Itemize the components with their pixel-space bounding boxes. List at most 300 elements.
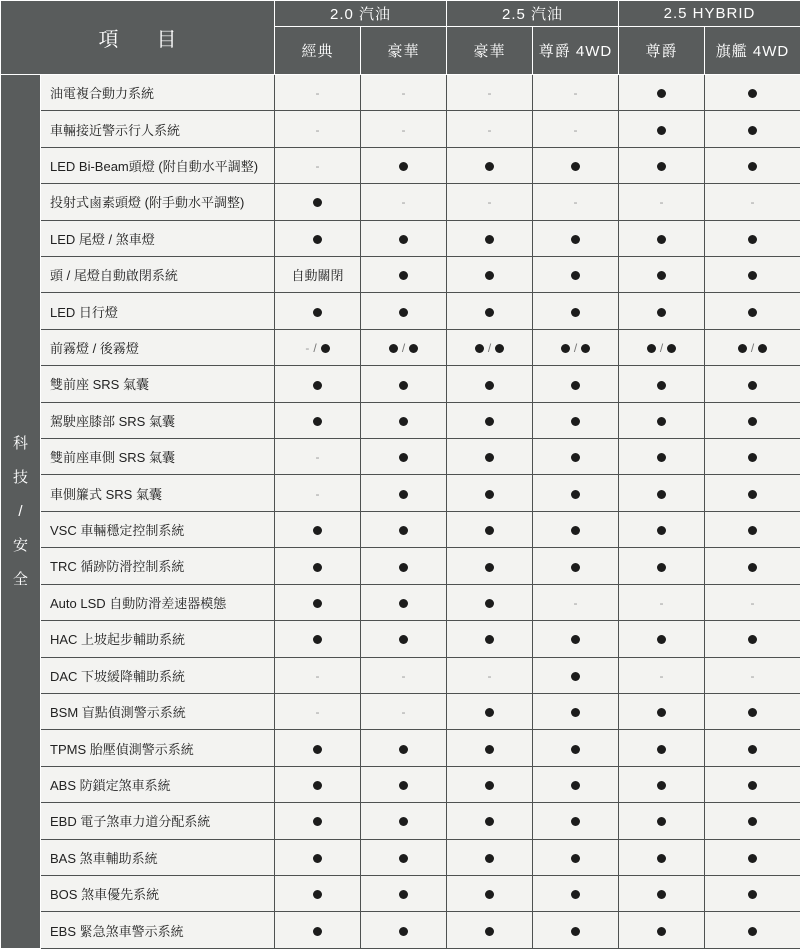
separator: / xyxy=(750,341,755,356)
standard-dot-icon xyxy=(313,817,322,826)
not-available-dash: - xyxy=(573,195,578,210)
value-cell-luxury-2.5 xyxy=(447,329,533,365)
value-cell-flagship-4wd xyxy=(705,147,800,183)
value-cell-luxury-2.5 xyxy=(447,111,533,147)
value-cell-premium-4wd xyxy=(533,329,619,365)
standard-dot-icon xyxy=(657,817,666,826)
standard-dot-icon xyxy=(748,453,757,462)
table-row xyxy=(1,766,800,802)
standard-dot-icon xyxy=(313,198,322,207)
value-cell-luxury-2.5 xyxy=(447,657,533,693)
value-cell-classic xyxy=(275,730,361,766)
value-cell-luxury-2.0 xyxy=(361,912,447,949)
standard-dot-icon xyxy=(389,344,398,353)
standard-dot-icon xyxy=(485,927,494,936)
value-cell-flagship-4wd xyxy=(705,75,800,111)
standard-dot-icon xyxy=(748,526,757,535)
value-cell-flagship-4wd xyxy=(705,111,800,147)
standard-dot-icon xyxy=(321,344,330,353)
standard-dot-icon xyxy=(748,381,757,390)
standard-dot-icon xyxy=(657,708,666,717)
separator: / xyxy=(487,341,492,356)
not-available-dash: - xyxy=(750,195,755,210)
standard-dot-icon xyxy=(409,344,418,353)
value-cell-premium-4wd xyxy=(533,366,619,402)
standard-dot-icon xyxy=(313,563,322,572)
feature-label: BSM 盲點偵測警示系統 xyxy=(41,693,275,729)
standard-dot-icon xyxy=(657,126,666,135)
not-available-dash: - xyxy=(573,595,578,610)
not-available-dash: - xyxy=(305,340,310,355)
value-cell-flagship-4wd xyxy=(705,839,800,875)
standard-dot-icon xyxy=(748,745,757,754)
separator: / xyxy=(401,341,406,356)
value-cell-luxury-2.0 xyxy=(361,657,447,693)
standard-dot-icon xyxy=(657,308,666,317)
value-cell-classic xyxy=(275,803,361,839)
feature-label: DAC 下坡緩降輔助系統 xyxy=(41,657,275,693)
feature-label: 車輛接近警示行人系統 xyxy=(41,111,275,147)
standard-dot-icon xyxy=(657,854,666,863)
table-row xyxy=(1,621,800,657)
standard-dot-icon xyxy=(748,781,757,790)
standard-dot-icon xyxy=(485,526,494,535)
value-cell-classic xyxy=(275,912,361,949)
value-cell-flagship-4wd xyxy=(705,475,800,511)
not-available-dash: - xyxy=(401,705,406,720)
feature-label: 雙前座 SRS 氣囊 xyxy=(41,366,275,402)
standard-dot-icon xyxy=(571,490,580,499)
table-row xyxy=(1,657,800,693)
standard-dot-icon xyxy=(748,927,757,936)
value-cell-classic xyxy=(275,875,361,911)
value-cell-flagship-4wd xyxy=(705,621,800,657)
standard-dot-icon xyxy=(313,927,322,936)
standard-dot-icon xyxy=(313,781,322,790)
value-cell-classic xyxy=(275,111,361,147)
standard-dot-icon xyxy=(571,235,580,244)
standard-dot-icon xyxy=(399,490,408,499)
value-cell-premium-hybrid xyxy=(619,912,705,949)
value-cell-premium-hybrid xyxy=(619,875,705,911)
value-cell-luxury-2.0 xyxy=(361,147,447,183)
standard-dot-icon xyxy=(485,599,494,608)
not-available-dash: - xyxy=(315,450,320,465)
not-available-dash: - xyxy=(487,195,492,210)
feature-label: 頭 / 尾燈自動啟閉系統 xyxy=(41,257,275,293)
standard-dot-icon xyxy=(571,927,580,936)
value-cell-premium-hybrid xyxy=(619,730,705,766)
feature-label: BOS 煞車優先系統 xyxy=(41,875,275,911)
value-cell-luxury-2.0 xyxy=(361,475,447,511)
standard-dot-icon xyxy=(485,635,494,644)
not-available-dash: - xyxy=(659,595,664,610)
standard-dot-icon xyxy=(313,417,322,426)
value-cell-premium-4wd xyxy=(533,475,619,511)
not-available-dash: - xyxy=(487,122,492,137)
feature-label: 駕駛座膝部 SRS 氣囊 xyxy=(41,402,275,438)
feature-label: LED 尾燈 / 煞車燈 xyxy=(41,220,275,256)
value-cell-luxury-2.5 xyxy=(447,839,533,875)
standard-dot-icon xyxy=(485,453,494,462)
standard-dot-icon xyxy=(485,708,494,717)
value-cell-flagship-4wd xyxy=(705,584,800,620)
table-row xyxy=(1,875,800,911)
value-cell-classic xyxy=(275,693,361,729)
standard-dot-icon xyxy=(485,308,494,317)
standard-dot-icon xyxy=(485,854,494,863)
standard-dot-icon xyxy=(647,344,656,353)
group-header-2.5-gasoline: 2.5 汽油 xyxy=(447,1,619,27)
not-available-dash: - xyxy=(573,86,578,101)
standard-dot-icon xyxy=(657,235,666,244)
standard-dot-icon xyxy=(748,490,757,499)
standard-dot-icon xyxy=(571,781,580,790)
not-available-dash: - xyxy=(315,486,320,501)
standard-dot-icon xyxy=(748,162,757,171)
standard-dot-icon xyxy=(485,417,494,426)
standard-dot-icon xyxy=(571,854,580,863)
table-row xyxy=(1,366,800,402)
value-cell-flagship-4wd xyxy=(705,329,800,365)
standard-dot-icon xyxy=(758,344,767,353)
standard-dot-icon xyxy=(748,817,757,826)
table-row xyxy=(1,257,800,293)
table-row xyxy=(1,184,800,220)
standard-dot-icon xyxy=(571,635,580,644)
standard-dot-icon xyxy=(571,526,580,535)
standard-dot-icon xyxy=(313,745,322,754)
standard-dot-icon xyxy=(399,526,408,535)
value-cell-luxury-2.0 xyxy=(361,111,447,147)
trim-header-flagship-4wd: 旗艦 4WD xyxy=(705,27,800,75)
standard-dot-icon xyxy=(561,344,570,353)
table-row xyxy=(1,912,800,949)
feature-label: ABS 防鎖定煞車系統 xyxy=(41,766,275,802)
standard-dot-icon xyxy=(485,563,494,572)
feature-label: 雙前座車側 SRS 氣囊 xyxy=(41,439,275,475)
value-cell-luxury-2.0 xyxy=(361,329,447,365)
value-cell-premium-4wd xyxy=(533,839,619,875)
value-cell-luxury-2.0 xyxy=(361,548,447,584)
value-cell-luxury-2.5 xyxy=(447,693,533,729)
category-char: 科 xyxy=(12,434,28,452)
value-cell-premium-hybrid xyxy=(619,439,705,475)
table-row xyxy=(1,839,800,875)
standard-dot-icon xyxy=(485,271,494,280)
standard-dot-icon xyxy=(657,745,666,754)
value-cell-premium-4wd xyxy=(533,693,619,729)
value-cell-luxury-2.5 xyxy=(447,293,533,329)
standard-dot-icon xyxy=(748,126,757,135)
feature-label: TRC 循跡防滑控制系統 xyxy=(41,548,275,584)
standard-dot-icon xyxy=(571,817,580,826)
standard-dot-icon xyxy=(485,745,494,754)
value-cell-luxury-2.0 xyxy=(361,439,447,475)
value-cell-flagship-4wd xyxy=(705,439,800,475)
value-cell-classic xyxy=(275,220,361,256)
table-row xyxy=(1,75,800,111)
standard-dot-icon xyxy=(657,635,666,644)
table-row xyxy=(1,220,800,256)
standard-dot-icon xyxy=(657,927,666,936)
standard-dot-icon xyxy=(571,271,580,280)
standard-dot-icon xyxy=(748,708,757,717)
trim-header-luxury-2.5: 豪華 xyxy=(447,27,533,75)
value-cell-luxury-2.5 xyxy=(447,912,533,949)
standard-dot-icon xyxy=(571,672,580,681)
standard-dot-icon xyxy=(399,563,408,572)
standard-dot-icon xyxy=(399,381,408,390)
standard-dot-icon xyxy=(657,526,666,535)
separator: / xyxy=(313,341,317,356)
value-cell-premium-4wd xyxy=(533,621,619,657)
standard-dot-icon xyxy=(485,817,494,826)
not-available-dash: - xyxy=(401,195,406,210)
value-cell-flagship-4wd xyxy=(705,402,800,438)
value-cell-flagship-4wd xyxy=(705,257,800,293)
standard-dot-icon xyxy=(485,781,494,790)
standard-dot-icon xyxy=(313,635,322,644)
value-cell-flagship-4wd xyxy=(705,912,800,949)
value-cell-luxury-2.0 xyxy=(361,75,447,111)
standard-dot-icon xyxy=(399,453,408,462)
feature-label: LED Bi-Beam頭燈 (附自動水平調整) xyxy=(41,147,275,183)
value-cell-luxury-2.5 xyxy=(447,730,533,766)
standard-dot-icon xyxy=(313,308,322,317)
table-row xyxy=(1,111,800,147)
standard-dot-icon xyxy=(657,381,666,390)
value-cell-classic xyxy=(275,439,361,475)
value-cell-flagship-4wd xyxy=(705,657,800,693)
feature-label: 油電複合動力系統 xyxy=(41,75,275,111)
value-cell-premium-4wd xyxy=(533,548,619,584)
standard-dot-icon xyxy=(571,708,580,717)
standard-dot-icon xyxy=(399,890,408,899)
table-row xyxy=(1,293,800,329)
value-cell-premium-hybrid xyxy=(619,111,705,147)
value-cell-luxury-2.5 xyxy=(447,75,533,111)
not-available-dash: - xyxy=(401,122,406,137)
separator: / xyxy=(573,341,578,356)
value-cell-premium-hybrid xyxy=(619,220,705,256)
standard-dot-icon xyxy=(748,235,757,244)
value-cell-premium-4wd xyxy=(533,75,619,111)
value-cell-classic xyxy=(275,184,361,220)
value-cell-premium-hybrid xyxy=(619,693,705,729)
table-row xyxy=(1,329,800,365)
value-cell-classic xyxy=(275,329,361,365)
value-cell-premium-hybrid xyxy=(619,584,705,620)
value-cell-flagship-4wd xyxy=(705,184,800,220)
standard-dot-icon xyxy=(571,890,580,899)
value-cell-flagship-4wd xyxy=(705,366,800,402)
value-cell-premium-4wd xyxy=(533,803,619,839)
value-cell-luxury-2.0 xyxy=(361,839,447,875)
value-cell-luxury-2.0 xyxy=(361,584,447,620)
standard-dot-icon xyxy=(495,344,504,353)
item-header: 項目 xyxy=(1,1,275,75)
feature-label: HAC 上坡起步輔助系統 xyxy=(41,621,275,657)
value-cell-premium-hybrid xyxy=(619,147,705,183)
group-header-2.0-gasoline: 2.0 汽油 xyxy=(275,1,447,27)
not-available-dash: - xyxy=(315,705,320,720)
category-char: 全 xyxy=(12,570,28,588)
value-cell-premium-4wd xyxy=(533,147,619,183)
value-cell-flagship-4wd xyxy=(705,220,800,256)
standard-dot-icon xyxy=(748,890,757,899)
value-cell-luxury-2.5 xyxy=(447,220,533,256)
standard-dot-icon xyxy=(657,162,666,171)
value-cell-luxury-2.0 xyxy=(361,184,447,220)
value-cell-flagship-4wd xyxy=(705,511,800,547)
standard-dot-icon xyxy=(475,344,484,353)
standard-dot-icon xyxy=(485,890,494,899)
value-cell-classic xyxy=(275,366,361,402)
category-char: 技 xyxy=(12,468,28,486)
value-cell-flagship-4wd xyxy=(705,730,800,766)
value-cell-luxury-2.5 xyxy=(447,475,533,511)
feature-label: Auto LSD 自動防滑差速器模態 xyxy=(41,584,275,620)
not-available-dash: - xyxy=(315,122,320,137)
value-cell-luxury-2.5 xyxy=(447,584,533,620)
value-cell-luxury-2.5 xyxy=(447,875,533,911)
value-cell-flagship-4wd xyxy=(705,803,800,839)
feature-label: BAS 煞車輔助系統 xyxy=(41,839,275,875)
value-cell-premium-hybrid xyxy=(619,511,705,547)
value-cell-premium-4wd xyxy=(533,912,619,949)
value-cell-premium-hybrid xyxy=(619,329,705,365)
value-cell-premium-hybrid xyxy=(619,621,705,657)
feature-label: EBS 緊急煞車警示系統 xyxy=(41,912,275,949)
value-cell-premium-hybrid xyxy=(619,803,705,839)
value-cell-premium-hybrid xyxy=(619,257,705,293)
value-cell-classic xyxy=(275,475,361,511)
value-cell-premium-hybrid xyxy=(619,366,705,402)
value-cell-classic xyxy=(275,75,361,111)
standard-dot-icon xyxy=(571,453,580,462)
feature-label: LED 日行燈 xyxy=(41,293,275,329)
value-cell-classic xyxy=(275,257,361,293)
feature-label: EBD 電子煞車力道分配系統 xyxy=(41,803,275,839)
standard-dot-icon xyxy=(313,599,322,608)
standard-dot-icon xyxy=(748,854,757,863)
standard-dot-icon xyxy=(313,854,322,863)
not-available-dash: - xyxy=(750,595,755,610)
standard-dot-icon xyxy=(485,381,494,390)
table-row xyxy=(1,402,800,438)
value-cell-premium-hybrid xyxy=(619,839,705,875)
feature-label: VSC 車輛穩定控制系統 xyxy=(41,511,275,547)
standard-dot-icon xyxy=(399,635,408,644)
not-available-dash: - xyxy=(401,86,406,101)
group-header-2.5-hybrid: 2.5 HYBRID xyxy=(619,1,800,27)
standard-dot-icon xyxy=(399,781,408,790)
table-row xyxy=(1,730,800,766)
trim-header-premium-hybrid: 尊爵 xyxy=(619,27,705,75)
value-cell-luxury-2.0 xyxy=(361,366,447,402)
category-label-tech-safety xyxy=(1,75,41,949)
category-char: 安 xyxy=(12,536,28,554)
value-cell-classic xyxy=(275,584,361,620)
value-cell-premium-4wd xyxy=(533,730,619,766)
value-cell-luxury-2.5 xyxy=(447,439,533,475)
value-cell-flagship-4wd xyxy=(705,875,800,911)
value-cell-premium-hybrid xyxy=(619,766,705,802)
standard-dot-icon xyxy=(313,235,322,244)
value-cell-luxury-2.5 xyxy=(447,511,533,547)
not-available-dash: - xyxy=(487,86,492,101)
value-cell-luxury-2.5 xyxy=(447,803,533,839)
value-cell-classic xyxy=(275,402,361,438)
not-available-dash: - xyxy=(487,668,492,683)
standard-dot-icon xyxy=(657,417,666,426)
standard-dot-icon xyxy=(399,599,408,608)
value-cell-premium-4wd xyxy=(533,584,619,620)
table-row xyxy=(1,511,800,547)
standard-dot-icon xyxy=(571,381,580,390)
standard-dot-icon xyxy=(657,490,666,499)
value-cell-luxury-2.0 xyxy=(361,257,447,293)
standard-dot-icon xyxy=(571,417,580,426)
standard-dot-icon xyxy=(485,235,494,244)
value-cell-premium-4wd xyxy=(533,257,619,293)
standard-dot-icon xyxy=(399,235,408,244)
trim-header-classic: 經典 xyxy=(275,27,361,75)
standard-dot-icon xyxy=(399,162,408,171)
spec-body xyxy=(1,75,800,949)
standard-dot-icon xyxy=(657,89,666,98)
standard-dot-icon xyxy=(748,563,757,572)
value-cell-luxury-2.5 xyxy=(447,366,533,402)
value-cell-classic xyxy=(275,293,361,329)
value-cell-classic xyxy=(275,548,361,584)
value-cell-premium-4wd xyxy=(533,220,619,256)
value-cell-luxury-2.0 xyxy=(361,293,447,329)
feature-label: TPMS 胎壓偵測警示系統 xyxy=(41,730,275,766)
standard-dot-icon xyxy=(485,162,494,171)
category-char: / xyxy=(18,502,23,520)
value-cell-luxury-2.5 xyxy=(447,257,533,293)
standard-dot-icon xyxy=(657,563,666,572)
standard-dot-icon xyxy=(748,308,757,317)
standard-dot-icon xyxy=(657,890,666,899)
standard-dot-icon xyxy=(748,271,757,280)
value-cell-premium-hybrid xyxy=(619,75,705,111)
standard-dot-icon xyxy=(399,308,408,317)
table-row xyxy=(1,548,800,584)
standard-dot-icon xyxy=(399,745,408,754)
standard-dot-icon xyxy=(748,89,757,98)
value-cell-luxury-2.0 xyxy=(361,693,447,729)
not-available-dash: - xyxy=(401,668,406,683)
value-cell-premium-4wd xyxy=(533,184,619,220)
standard-dot-icon xyxy=(657,781,666,790)
value-cell-premium-hybrid xyxy=(619,475,705,511)
not-available-dash: - xyxy=(315,159,320,174)
standard-dot-icon xyxy=(657,271,666,280)
standard-dot-icon xyxy=(571,745,580,754)
standard-dot-icon xyxy=(399,817,408,826)
feature-label: 投射式鹵素頭燈 (附手動水平調整) xyxy=(41,184,275,220)
value-cell-classic xyxy=(275,621,361,657)
not-available-dash: - xyxy=(659,195,664,210)
table-row xyxy=(1,584,800,620)
standard-dot-icon xyxy=(485,490,494,499)
value-cell-luxury-2.0 xyxy=(361,803,447,839)
standard-dot-icon xyxy=(738,344,747,353)
feature-label: 前霧燈 / 後霧燈 xyxy=(41,329,275,365)
